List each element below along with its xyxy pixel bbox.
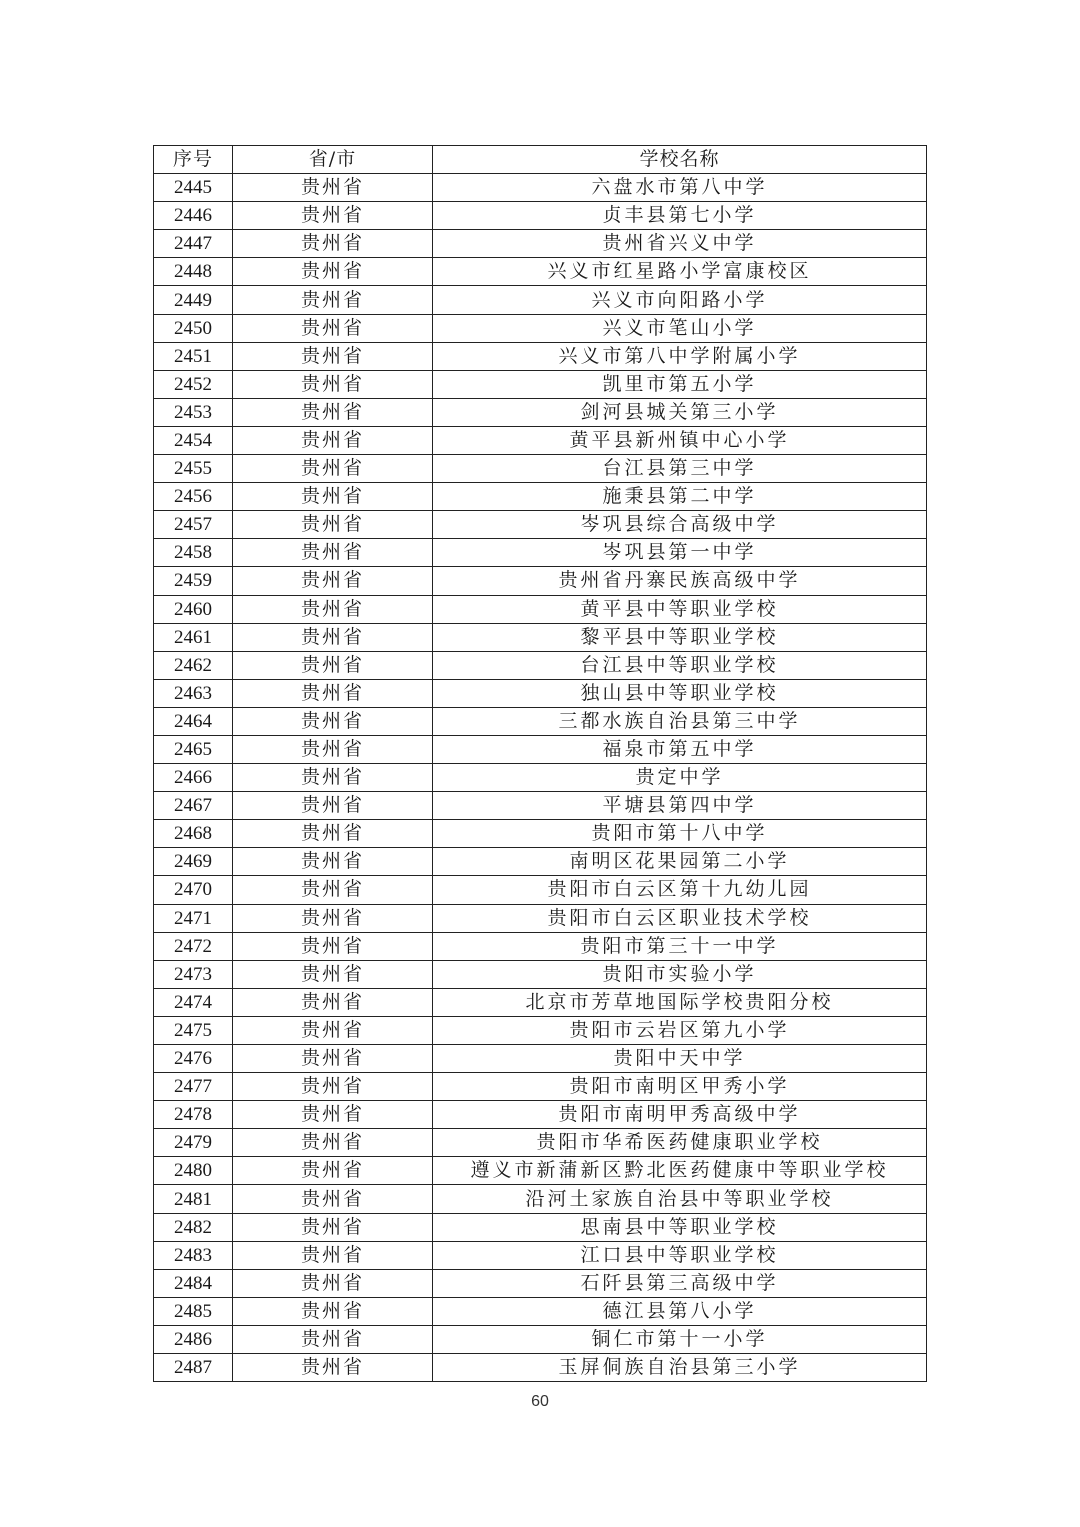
table-row: [154, 1269, 927, 1297]
school-name-cell: 贵州省丹寨民族高级中学: [433, 567, 927, 595]
school-name-cell: 凯里市第五小学: [433, 370, 927, 398]
school-name-cell: 兴义市第八中学附属小学: [433, 342, 927, 370]
table-row: [154, 370, 927, 398]
table-row: [154, 1213, 927, 1241]
school-name-cell: 平塘县第四中学: [433, 792, 927, 820]
province-cell: 贵州省: [233, 258, 433, 286]
table-row: [154, 848, 927, 876]
province-cell: 贵州省: [233, 230, 433, 258]
header-seq: 序号: [154, 146, 233, 174]
province-cell: 贵州省: [233, 567, 433, 595]
school-name-cell: 台江县第三中学: [433, 455, 927, 483]
province-cell: 贵州省: [233, 539, 433, 567]
school-name-cell: 独山县中等职业学校: [433, 679, 927, 707]
school-name-cell: 黄平县新州镇中心小学: [433, 426, 927, 454]
table-row: [154, 932, 927, 960]
seq-cell: 2465: [154, 735, 233, 763]
table-row: [154, 511, 927, 539]
school-name-cell: 兴义市笔山小学: [433, 314, 927, 342]
school-name-cell: 贵阳市南明甲秀高级中学: [433, 1101, 927, 1129]
seq-cell: 2446: [154, 202, 233, 230]
seq-cell: 2480: [154, 1157, 233, 1185]
school-name-cell: 南明区花果园第二小学: [433, 848, 927, 876]
seq-cell: 2482: [154, 1213, 233, 1241]
table-row: [154, 1325, 927, 1353]
table-row: [154, 455, 927, 483]
province-cell: 贵州省: [233, 1129, 433, 1157]
province-cell: 贵州省: [233, 1325, 433, 1353]
seq-cell: 2457: [154, 511, 233, 539]
province-cell: 贵州省: [233, 651, 433, 679]
table-row: [154, 904, 927, 932]
table-row: [154, 1297, 927, 1325]
school-name-cell: 贵阳市云岩区第九小学: [433, 1016, 927, 1044]
table-row: [154, 1101, 927, 1129]
province-cell: 贵州省: [233, 1045, 433, 1073]
table-row: [154, 651, 927, 679]
school-name-cell: 思南县中等职业学校: [433, 1213, 927, 1241]
province-cell: 贵州省: [233, 426, 433, 454]
province-cell: 贵州省: [233, 876, 433, 904]
school-name-cell: 贵阳市南明区甲秀小学: [433, 1073, 927, 1101]
province-cell: 贵州省: [233, 848, 433, 876]
seq-cell: 2470: [154, 876, 233, 904]
seq-cell: 2462: [154, 651, 233, 679]
school-name-cell: 铜仁市第十一小学: [433, 1325, 927, 1353]
table-row: [154, 539, 927, 567]
seq-cell: 2475: [154, 1016, 233, 1044]
table-row: [154, 286, 927, 314]
school-name-cell: 贵州省兴义中学: [433, 230, 927, 258]
province-cell: 贵州省: [233, 174, 433, 202]
table-row: [154, 820, 927, 848]
seq-cell: 2454: [154, 426, 233, 454]
school-list-table: [153, 145, 927, 1382]
seq-cell: 2471: [154, 904, 233, 932]
table-row: [154, 764, 927, 792]
province-cell: 贵州省: [233, 960, 433, 988]
province-cell: 贵州省: [233, 370, 433, 398]
province-cell: 贵州省: [233, 764, 433, 792]
table-row: [154, 960, 927, 988]
province-cell: 贵州省: [233, 1157, 433, 1185]
school-name-cell: 福泉市第五中学: [433, 735, 927, 763]
table-row: [154, 735, 927, 763]
seq-cell: 2486: [154, 1325, 233, 1353]
seq-cell: 2449: [154, 286, 233, 314]
school-name-cell: 兴义市向阳路小学: [433, 286, 927, 314]
table-row: [154, 1016, 927, 1044]
table-row: [154, 679, 927, 707]
school-name-cell: 黄平县中等职业学校: [433, 595, 927, 623]
school-name-cell: 施秉县第二中学: [433, 483, 927, 511]
school-name-cell: 沿河土家族自治县中等职业学校: [433, 1185, 927, 1213]
table-row: [154, 230, 927, 258]
seq-cell: 2485: [154, 1297, 233, 1325]
seq-cell: 2481: [154, 1185, 233, 1213]
province-cell: 贵州省: [233, 1073, 433, 1101]
school-name-cell: 岑巩县第一中学: [433, 539, 927, 567]
seq-cell: 2448: [154, 258, 233, 286]
province-cell: 贵州省: [233, 904, 433, 932]
province-cell: 贵州省: [233, 286, 433, 314]
school-name-cell: 贵阳市白云区第十九幼儿园: [433, 876, 927, 904]
table-row: [154, 567, 927, 595]
school-name-cell: 石阡县第三高级中学: [433, 1269, 927, 1297]
table-row: [154, 314, 927, 342]
table-row: [154, 623, 927, 651]
province-cell: 贵州省: [233, 202, 433, 230]
province-cell: 贵州省: [233, 595, 433, 623]
school-name-cell: 六盘水市第八中学: [433, 174, 927, 202]
school-name-cell: 江口县中等职业学校: [433, 1241, 927, 1269]
school-name-cell: 台江县中等职业学校: [433, 651, 927, 679]
province-cell: 贵州省: [233, 1185, 433, 1213]
school-name-cell: 贵定中学: [433, 764, 927, 792]
seq-cell: 2452: [154, 370, 233, 398]
seq-cell: 2461: [154, 623, 233, 651]
province-cell: 贵州省: [233, 314, 433, 342]
table-row: [154, 342, 927, 370]
province-cell: 贵州省: [233, 679, 433, 707]
seq-cell: 2447: [154, 230, 233, 258]
province-cell: 贵州省: [233, 398, 433, 426]
table-row: [154, 483, 927, 511]
seq-cell: 2453: [154, 398, 233, 426]
school-name-cell: 贞丰县第七小学: [433, 202, 927, 230]
seq-cell: 2460: [154, 595, 233, 623]
table-row: [154, 1354, 927, 1382]
province-cell: 贵州省: [233, 511, 433, 539]
seq-cell: 2455: [154, 455, 233, 483]
table-row: [154, 595, 927, 623]
seq-cell: 2469: [154, 848, 233, 876]
school-name-cell: 岑巩县综合高级中学: [433, 511, 927, 539]
header-province: 省/市: [233, 146, 433, 174]
table-row: [154, 174, 927, 202]
province-cell: 贵州省: [233, 1101, 433, 1129]
seq-cell: 2458: [154, 539, 233, 567]
seq-cell: 2479: [154, 1129, 233, 1157]
table-row: [154, 1241, 927, 1269]
seq-cell: 2450: [154, 314, 233, 342]
table-row: [154, 202, 927, 230]
seq-cell: 2445: [154, 174, 233, 202]
province-cell: 贵州省: [233, 455, 433, 483]
seq-cell: 2477: [154, 1073, 233, 1101]
seq-cell: 2478: [154, 1101, 233, 1129]
school-name-cell: 兴义市红星路小学富康校区: [433, 258, 927, 286]
seq-cell: 2476: [154, 1045, 233, 1073]
province-cell: 贵州省: [233, 988, 433, 1016]
province-cell: 贵州省: [233, 932, 433, 960]
table-header-row: [154, 146, 927, 174]
table-row: [154, 1073, 927, 1101]
school-name-cell: 北京市芳草地国际学校贵阳分校: [433, 988, 927, 1016]
seq-cell: 2487: [154, 1354, 233, 1382]
table-row: [154, 1045, 927, 1073]
page-number: 60: [531, 1393, 549, 1410]
header-school-name: 学校名称: [433, 146, 927, 174]
school-name-cell: 贵阳市第十八中学: [433, 820, 927, 848]
province-cell: 贵州省: [233, 707, 433, 735]
school-name-cell: 黎平县中等职业学校: [433, 623, 927, 651]
table-row: [154, 707, 927, 735]
seq-cell: 2459: [154, 567, 233, 595]
province-cell: 贵州省: [233, 735, 433, 763]
school-name-cell: 遵义市新蒲新区黔北医药健康中等职业学校: [433, 1157, 927, 1185]
school-name-cell: 三都水族自治县第三中学: [433, 707, 927, 735]
school-name-cell: 贵阳市华希医药健康职业学校: [433, 1129, 927, 1157]
seq-cell: 2456: [154, 483, 233, 511]
seq-cell: 2484: [154, 1269, 233, 1297]
table-row: [154, 426, 927, 454]
school-name-cell: 德江县第八小学: [433, 1297, 927, 1325]
table-row: [154, 1129, 927, 1157]
province-cell: 贵州省: [233, 1297, 433, 1325]
school-name-cell: 贵阳市白云区职业技术学校: [433, 904, 927, 932]
table-row: [154, 876, 927, 904]
table-row: [154, 1157, 927, 1185]
table-row: [154, 792, 927, 820]
seq-cell: 2468: [154, 820, 233, 848]
province-cell: 贵州省: [233, 1016, 433, 1044]
school-name-cell: 剑河县城关第三小学: [433, 398, 927, 426]
province-cell: 贵州省: [233, 1354, 433, 1382]
seq-cell: 2467: [154, 792, 233, 820]
seq-cell: 2451: [154, 342, 233, 370]
province-cell: 贵州省: [233, 820, 433, 848]
seq-cell: 2463: [154, 679, 233, 707]
school-name-cell: 贵阳市第三十一中学: [433, 932, 927, 960]
province-cell: 贵州省: [233, 1269, 433, 1297]
table-row: [154, 1185, 927, 1213]
seq-cell: 2466: [154, 764, 233, 792]
seq-cell: 2473: [154, 960, 233, 988]
table-row: [154, 258, 927, 286]
seq-cell: 2483: [154, 1241, 233, 1269]
province-cell: 贵州省: [233, 792, 433, 820]
province-cell: 贵州省: [233, 342, 433, 370]
province-cell: 贵州省: [233, 483, 433, 511]
province-cell: 贵州省: [233, 1213, 433, 1241]
seq-cell: 2472: [154, 932, 233, 960]
seq-cell: 2464: [154, 707, 233, 735]
table-row: [154, 398, 927, 426]
seq-cell: 2474: [154, 988, 233, 1016]
school-name-cell: 贵阳市实验小学: [433, 960, 927, 988]
province-cell: 贵州省: [233, 1241, 433, 1269]
school-name-cell: 玉屏侗族自治县第三小学: [433, 1354, 927, 1382]
province-cell: 贵州省: [233, 623, 433, 651]
table-row: [154, 988, 927, 1016]
school-name-cell: 贵阳中天中学: [433, 1045, 927, 1073]
